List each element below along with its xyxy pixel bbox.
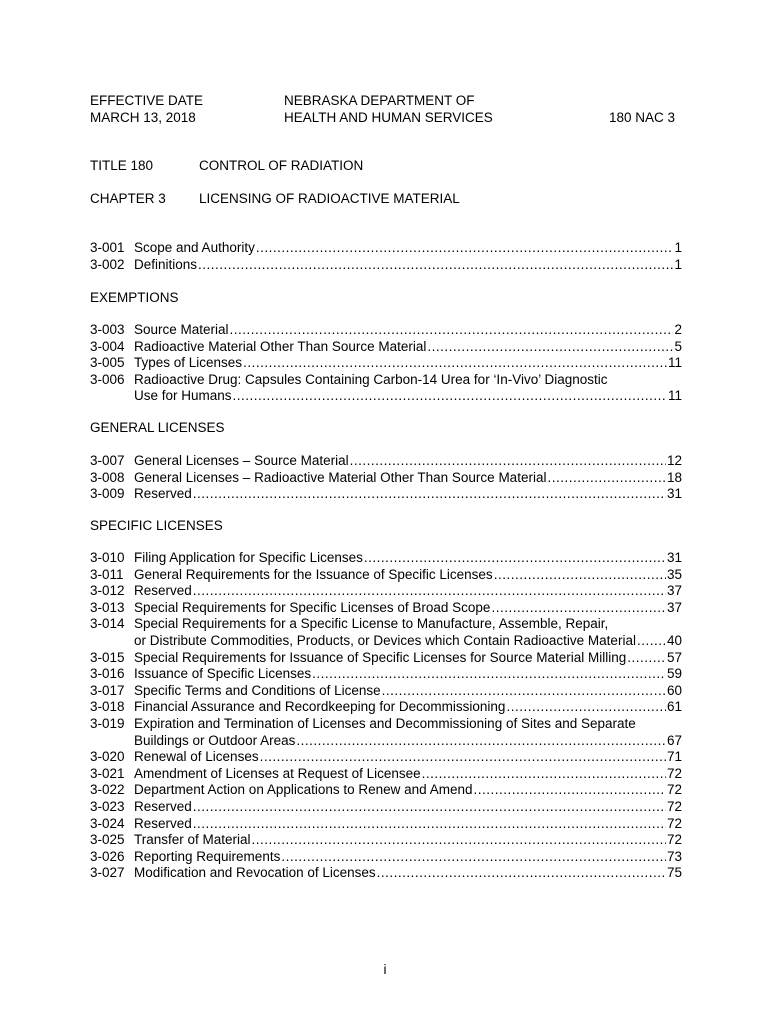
toc-entry — [90, 322, 682, 339]
page-number: i — [383, 962, 387, 977]
toc-entry — [90, 355, 682, 372]
toc-entry-number: 3-009 — [90, 486, 125, 502]
toc-entry-title: Department Action on Applications to Renew and Amend — [134, 782, 473, 798]
toc-entry-page: 2 — [674, 322, 682, 337]
department-line-1: NEBRASKA DEPARTMENT OF — [284, 93, 475, 108]
toc-entry — [90, 749, 682, 766]
toc-entry — [90, 339, 682, 356]
toc-general-list — [90, 453, 682, 503]
toc-entry-page: 18 — [666, 469, 682, 485]
toc-entry-page: 72 — [666, 815, 682, 831]
toc-leader-dots — [350, 453, 666, 470]
toc-entry-page: 31 — [666, 550, 682, 565]
toc-entry-page: 75 — [666, 865, 682, 881]
toc-entry — [90, 257, 682, 274]
toc-entry — [90, 716, 682, 733]
toc-entry-title: Types of Licenses — [134, 355, 243, 371]
toc-entry-page: 5 — [674, 338, 682, 354]
toc-entry — [90, 816, 682, 833]
toc-entry-number: 3-011 — [90, 566, 124, 582]
toc-leader-dots — [364, 550, 666, 567]
toc-entry-title-continued: Buildings or Outdoor Areas — [134, 732, 296, 748]
toc-entry-number: 3-014 — [90, 616, 125, 632]
toc-leader-dots — [198, 257, 673, 274]
toc-entry — [90, 782, 682, 799]
toc-intro-list — [90, 240, 682, 273]
toc-entry-page: 73 — [666, 848, 682, 864]
toc-entry-number: 3-025 — [90, 832, 125, 848]
toc-entry-page: 11 — [667, 355, 682, 371]
section-heading-exemptions: EXEMPTIONS — [90, 290, 179, 305]
toc-entry-number: 3-010 — [90, 550, 125, 565]
toc-entry-number: 3-019 — [90, 715, 125, 731]
toc-entry — [90, 453, 682, 470]
toc-entry-number: 3-015 — [90, 649, 125, 665]
toc-entry-number: 3-003 — [90, 322, 125, 337]
toc-entry-number: 3-026 — [90, 848, 125, 864]
toc-leader-dots — [193, 583, 666, 600]
toc-leader-dots — [427, 339, 673, 356]
toc-leader-dots — [491, 600, 666, 617]
toc-entry — [90, 486, 682, 503]
effective-date-value: MARCH 13, 2018 — [90, 109, 196, 125]
toc-entry-title: Reserved — [134, 486, 192, 502]
toc-entry — [90, 865, 682, 882]
toc-entry — [90, 683, 682, 700]
toc-entry — [90, 550, 682, 567]
toc-entry-title: Filing Application for Specific Licenses — [134, 550, 363, 565]
toc-leader-dots — [627, 650, 666, 667]
code-block — [609, 110, 675, 127]
toc-entry-page: 72 — [666, 832, 682, 848]
toc-entry-continuation — [90, 633, 682, 650]
toc-leader-dots — [233, 388, 667, 405]
toc-entry-page: 37 — [666, 599, 682, 615]
title-line — [90, 158, 363, 175]
toc-entry-title: Scope and Authority — [134, 240, 255, 255]
toc-entry-title: Renewal of Licenses — [134, 749, 259, 765]
toc-entry-number: 3-024 — [90, 815, 125, 831]
toc-entry-title: Financial Assurance and Recordkeeping for Decommissioning — [134, 699, 506, 715]
toc-entry-number: 3-021 — [90, 765, 125, 781]
toc-entry-page: 72 — [666, 782, 682, 798]
toc-leader-dots — [494, 567, 666, 584]
toc-entry-number: 3-007 — [90, 453, 125, 468]
section-heading-specific-licenses: SPECIFIC LICENSES — [90, 518, 223, 533]
toc-entry — [90, 583, 682, 600]
toc-leader-dots — [193, 799, 666, 816]
chapter-text: LICENSING OF RADIOACTIVE MATERIAL — [199, 191, 460, 206]
toc-entry — [90, 666, 682, 683]
toc-entry-page: 72 — [666, 765, 682, 781]
toc-entry-page: 57 — [666, 649, 682, 665]
toc-leader-dots — [637, 633, 666, 650]
toc-entry-page: 1 — [674, 240, 682, 255]
toc-entry-title: Reserved — [134, 798, 192, 814]
toc-entry-number: 3-013 — [90, 599, 125, 615]
toc-entry-title: Special Requirements for Specific Licenses of Broad Scope — [134, 599, 491, 615]
toc-entry-title: Issuance of Specific Licenses — [134, 666, 312, 682]
toc-entry — [90, 600, 682, 617]
toc-entry-title: General Licenses – Radioactive Material Other Than Source Material — [134, 469, 547, 485]
toc-entry-title: Modification and Revocation of Licenses — [134, 865, 376, 881]
toc-leader-dots — [296, 733, 666, 750]
toc-entry-page: 59 — [666, 666, 682, 682]
toc-entry-title: Special Requirements for Issuance of Specific Licenses for Source Material Milling — [134, 649, 627, 665]
toc-entry — [90, 372, 682, 389]
toc-entry-page: 37 — [666, 583, 682, 599]
toc-leader-dots — [547, 470, 666, 487]
toc-entry — [90, 650, 682, 667]
toc-entry-page: 61 — [666, 699, 682, 715]
toc-leader-dots — [243, 355, 667, 372]
toc-entry-title: Definitions — [134, 256, 198, 272]
toc-entry-title: Expiration and Termination of Licenses and Decommissioning of Sites and Separate — [134, 715, 636, 731]
toc-entry-number: 3-022 — [90, 782, 125, 798]
toc-entry-page: 1 — [674, 256, 682, 272]
toc-leader-dots — [312, 666, 666, 683]
toc-entry-number: 3-008 — [90, 469, 125, 485]
toc-leader-dots — [260, 749, 666, 766]
toc-entry-title: Specific Terms and Conditions of License — [134, 682, 381, 698]
toc-leader-dots — [473, 782, 666, 799]
page-header — [90, 93, 675, 127]
toc-entry-continuation — [90, 388, 682, 405]
toc-entry-number: 3-016 — [90, 666, 125, 682]
title-text: CONTROL OF RADIATION — [199, 158, 364, 173]
toc-entry — [90, 699, 682, 716]
toc-entry-number: 3-017 — [90, 682, 125, 698]
effective-date-label: EFFECTIVE DATE — [90, 93, 204, 108]
toc-entry-title: Reserved — [134, 815, 192, 831]
toc-entry — [90, 240, 682, 257]
department-line-2: HEALTH AND HUMAN SERVICES — [284, 109, 493, 125]
toc-entry-page: 11 — [667, 388, 682, 404]
toc-entry — [90, 832, 682, 849]
toc-leader-dots — [422, 766, 666, 783]
toc-specific-list — [90, 550, 682, 882]
toc-entry-number: 3-020 — [90, 749, 125, 765]
toc-entry-title: Radioactive Drug: Capsules Containing Carbon-14 Urea for ‘In-Vivo’ Diagnostic — [134, 371, 608, 387]
department-block — [284, 93, 493, 126]
toc-entry-title: Reporting Requirements — [134, 848, 281, 864]
toc-entry-title: Radioactive Material Other Than Source Material — [134, 338, 427, 354]
toc-entry-page: 71 — [666, 749, 682, 765]
toc-entry-title: General Requirements for the Issuance of Specific Licenses — [134, 566, 493, 582]
toc-entry-title: Reserved — [134, 583, 192, 599]
toc-entry-title: Transfer of Material — [134, 832, 251, 848]
toc-entry-title: Amendment of Licenses at Request of Licensee — [134, 765, 421, 781]
toc-exemptions-list — [90, 322, 682, 405]
toc-entry-number: 3-006 — [90, 371, 125, 387]
toc-entry-page: 60 — [666, 682, 682, 698]
toc-entry-page: 12 — [666, 453, 682, 468]
toc-entry — [90, 616, 682, 633]
toc-leader-dots — [193, 816, 666, 833]
toc-leader-dots — [377, 865, 666, 882]
toc-entry-page: 40 — [666, 632, 682, 648]
toc-entry-number: 3-005 — [90, 355, 125, 371]
toc-entry — [90, 799, 682, 816]
toc-entry-page: 31 — [666, 486, 682, 502]
toc-entry-title: Special Requirements for a Specific License to Manufacture, Assemble, Repair, — [134, 616, 609, 632]
toc-entry-number: 3-004 — [90, 338, 125, 354]
toc-entry-title: Source Material — [134, 322, 229, 337]
toc-entry — [90, 766, 682, 783]
toc-entry — [90, 567, 682, 584]
toc-entry-title-continued: or Distribute Commodities, Products, or Devices which Contain Radioactive Material — [134, 632, 636, 648]
toc-entry-continuation — [90, 733, 682, 750]
chapter-line — [90, 191, 460, 208]
toc-entry-page: 72 — [666, 798, 682, 814]
toc-leader-dots — [230, 322, 674, 339]
section-heading-general-licenses: GENERAL LICENSES — [90, 420, 225, 435]
toc-entry-number: 3-012 — [90, 583, 125, 599]
toc-leader-dots — [252, 832, 666, 849]
toc-leader-dots — [193, 486, 666, 503]
toc-entry — [90, 849, 682, 866]
toc-entry-title-continued: Use for Humans — [134, 388, 232, 404]
toc-entry-page: 67 — [666, 732, 682, 748]
toc-entry-number: 3-001 — [90, 240, 125, 255]
regulation-code: 180 NAC 3 — [608, 109, 675, 125]
toc-entry-page: 35 — [666, 566, 682, 582]
toc-entry-number: 3-027 — [90, 865, 125, 881]
toc-leader-dots — [382, 683, 666, 700]
toc-entry-number: 3-023 — [90, 798, 125, 814]
toc-entry-number: 3-018 — [90, 699, 125, 715]
title-label: TITLE 180 — [90, 158, 154, 173]
toc-entry-title: General Licenses – Source Material — [134, 453, 349, 468]
toc-entry — [90, 470, 682, 487]
effective-date-block — [90, 93, 203, 126]
toc-entry-number: 3-002 — [90, 256, 125, 272]
chapter-label: CHAPTER 3 — [90, 191, 166, 206]
toc-leader-dots — [281, 849, 666, 866]
toc-leader-dots — [506, 699, 666, 716]
toc-leader-dots — [256, 240, 674, 257]
